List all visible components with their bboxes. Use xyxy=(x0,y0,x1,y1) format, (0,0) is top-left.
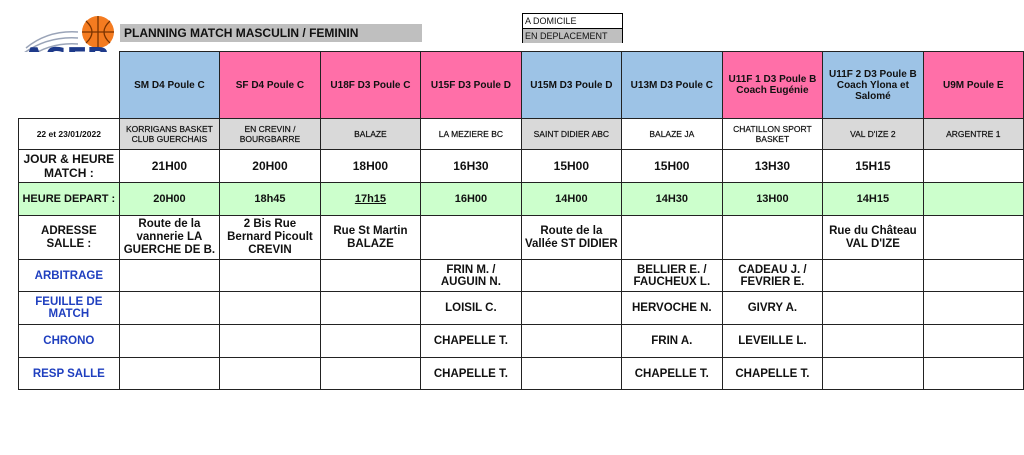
hall-manager-cell: CHAPELLE T. xyxy=(722,358,823,390)
row-label-match-time: JOUR & HEURE MATCH : xyxy=(19,150,120,183)
hall-manager-cell xyxy=(923,358,1023,390)
row-label-score-sheet: FEUILLE DE MATCH xyxy=(19,292,120,325)
match-time-row xyxy=(19,150,1024,183)
clock-cell xyxy=(220,325,321,358)
referee-cell xyxy=(521,260,621,292)
departure-cell: 13H00 xyxy=(722,183,823,216)
hall-manager-cell xyxy=(521,358,621,390)
clock-cell xyxy=(119,325,220,358)
referee-cell xyxy=(220,260,321,292)
score-sheet-cell: HERVOCHE N. xyxy=(622,292,723,325)
clock-cell: FRIN A. xyxy=(622,325,723,358)
opponent-cell: SAINT DIDIER ABC xyxy=(521,119,621,150)
referee-cell: BELLIER E. / FAUCHEUX L. xyxy=(622,260,723,292)
hall-manager-cell xyxy=(320,358,420,390)
match-time-cell xyxy=(923,150,1023,183)
row-label-address: ADRESSE SALLE : xyxy=(19,216,120,260)
referee-row xyxy=(19,260,1024,292)
address-cell: 2 Bis Rue Bernard Picoult CREVIN xyxy=(220,216,321,260)
legend-away: EN DEPLACEMENT xyxy=(523,28,622,43)
clock-cell xyxy=(823,325,923,358)
score-sheet-cell xyxy=(923,292,1023,325)
hall-manager-cell: CHAPELLE T. xyxy=(421,358,522,390)
clock-cell: CHAPELLE T. xyxy=(421,325,522,358)
opponent-cell: BALAZE xyxy=(320,119,420,150)
referee-cell xyxy=(119,260,220,292)
match-time-cell: 13H30 xyxy=(722,150,823,183)
match-time-cell: 18H00 xyxy=(320,150,420,183)
legend-home: A DOMICILE xyxy=(525,16,577,26)
referee-cell xyxy=(320,260,420,292)
opponent-cell: EN CREVIN / BOURGBARRE xyxy=(220,119,321,150)
match-time-cell: 15H15 xyxy=(823,150,923,183)
hall-manager-cell: CHAPELLE T. xyxy=(622,358,723,390)
hall-manager-row xyxy=(19,358,1024,390)
clock-cell xyxy=(521,325,621,358)
score-sheet-cell: LOISIL C. xyxy=(421,292,522,325)
team-header: U15M D3 Poule D xyxy=(521,52,621,119)
opponent-row xyxy=(19,119,1024,150)
opponent-cell: BALAZE JA xyxy=(622,119,723,150)
team-header: U15F D3 Poule D xyxy=(421,52,522,119)
address-cell: Route de la Vallée ST DIDIER xyxy=(521,216,621,260)
departure-cell: 14H15 xyxy=(823,183,923,216)
row-label-departure: HEURE DEPART : xyxy=(19,183,120,216)
logo-cell xyxy=(19,52,120,119)
address-cell xyxy=(722,216,823,260)
referee-cell: CADEAU J. / FEVRIER E. xyxy=(722,260,823,292)
team-header: U11F 2 D3 Poule B Coach Ylona et Salomé xyxy=(823,52,923,119)
opponent-cell: ARGENTRE 1 xyxy=(923,119,1023,150)
match-schedule-table xyxy=(18,51,1024,390)
team-header: U11F 1 D3 Poule B Coach Eugénie xyxy=(722,52,823,119)
score-sheet-cell xyxy=(521,292,621,325)
address-cell xyxy=(421,216,522,260)
match-time-cell: 15H00 xyxy=(622,150,723,183)
opponent-cell: KORRIGANS BASKET CLUB GUERCHAIS xyxy=(119,119,220,150)
referee-cell: FRIN M. / AUGUIN N. xyxy=(421,260,522,292)
legend xyxy=(522,13,623,43)
match-date: 22 et 23/01/2022 xyxy=(19,119,120,150)
team-header: U18F D3 Poule C xyxy=(320,52,420,119)
departure-cell: 16H00 xyxy=(421,183,522,216)
score-sheet-row xyxy=(19,292,1024,325)
referee-cell xyxy=(923,260,1023,292)
match-time-cell: 16H30 xyxy=(421,150,522,183)
row-label-clock: CHRONO xyxy=(19,325,120,358)
team-header: U13M D3 Poule C xyxy=(622,52,723,119)
address-cell xyxy=(923,216,1023,260)
match-time-cell: 20H00 xyxy=(220,150,321,183)
departure-cell: 17h15 xyxy=(320,183,420,216)
score-sheet-cell xyxy=(823,292,923,325)
departure-cell xyxy=(923,183,1023,216)
address-cell xyxy=(622,216,723,260)
hall-manager-cell xyxy=(823,358,923,390)
team-header: SF D4 Poule C xyxy=(220,52,321,119)
clock-row xyxy=(19,325,1024,358)
hall-manager-cell xyxy=(220,358,321,390)
row-label-referee: ARBITRAGE xyxy=(19,260,120,292)
team-header-row xyxy=(19,52,1024,119)
address-cell: Rue St Martin BALAZE xyxy=(320,216,420,260)
opponent-cell: CHATILLON SPORT BASKET xyxy=(722,119,823,150)
team-header: SM D4 Poule C xyxy=(119,52,220,119)
departure-cell: 14H00 xyxy=(521,183,621,216)
match-time-cell: 15H00 xyxy=(521,150,621,183)
departure-row xyxy=(19,183,1024,216)
departure-cell: 18h45 xyxy=(220,183,321,216)
opponent-cell: LA MEZIERE BC xyxy=(421,119,522,150)
score-sheet-cell xyxy=(119,292,220,325)
score-sheet-cell: GIVRY A. xyxy=(722,292,823,325)
hall-manager-cell xyxy=(119,358,220,390)
referee-cell xyxy=(823,260,923,292)
clock-cell: LEVEILLE L. xyxy=(722,325,823,358)
departure-cell: 20H00 xyxy=(119,183,220,216)
departure-cell: 14H30 xyxy=(622,183,723,216)
row-label-hall-manager: RESP SALLE xyxy=(19,358,120,390)
opponent-cell: VAL D'IZE 2 xyxy=(823,119,923,150)
clock-cell xyxy=(320,325,420,358)
score-sheet-cell xyxy=(220,292,321,325)
team-header: U9M Poule E xyxy=(923,52,1023,119)
address-row xyxy=(19,216,1024,260)
clock-cell xyxy=(923,325,1023,358)
address-cell: Route de la vannerie LA GUERCHE DE B. xyxy=(119,216,220,260)
score-sheet-cell xyxy=(320,292,420,325)
match-time-cell: 21H00 xyxy=(119,150,220,183)
address-cell: Rue du Château VAL D'IZE xyxy=(823,216,923,260)
page-title: PLANNING MATCH MASCULIN / FEMININ xyxy=(120,24,422,42)
